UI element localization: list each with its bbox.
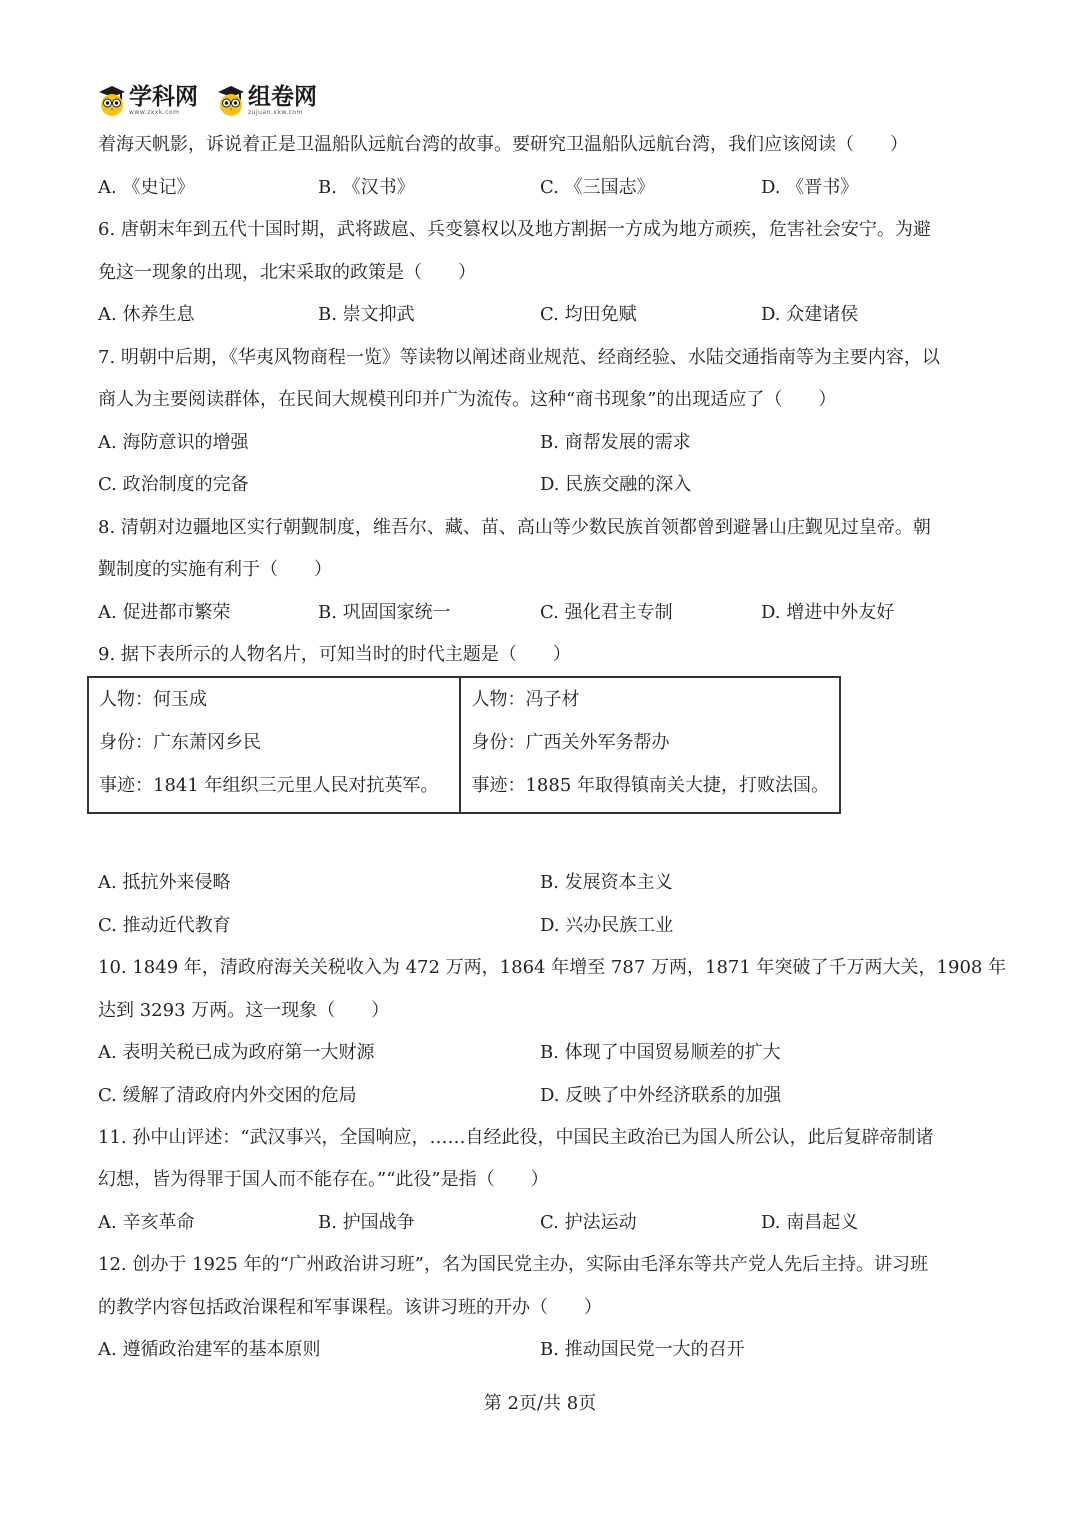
- question-11-stem: 11. 孙中山评述：“武汉事兴，全国响应，……自经此役，中国民主政治已为国人所公认，此后复辟帝制诸: [98, 1127, 934, 1148]
- q10-option-a: A. 表明关税已成为政府第一大财源: [98, 1042, 375, 1063]
- q10-option-b: B. 体现了中国贸易顺差的扩大: [540, 1042, 781, 1063]
- logo-zujuan: [216, 84, 317, 116]
- owl-mascot-icon: [216, 84, 246, 116]
- q5-option-a: A. 《史记》: [98, 177, 195, 198]
- card-deeds: 事迹：1841 年组织三元里人民对抗英军。: [99, 775, 439, 796]
- question-8-stem: 8. 清朝对边疆地区实行朝觐制度，维吾尔、藏、苗、高山等少数民族首领都曾到避暑山庄觐见过皇帝。朝: [98, 517, 931, 538]
- card-person: 人物：何玉成: [99, 689, 207, 710]
- logo-url: www.zxxk.com: [129, 108, 180, 116]
- q11-option-a: A. 辛亥革命: [98, 1212, 195, 1233]
- q11-option-d: D. 南昌起义: [761, 1212, 859, 1233]
- q7-option-c: C. 政治制度的完备: [98, 474, 249, 495]
- person-card: [88, 677, 460, 813]
- question-10-stem: 10. 1849 年，清政府海关关税收入为 472 万两，1864 年增至 787 万两，1871 年突破了千万两大关，1908 年: [98, 957, 1007, 978]
- q9-option-a: A. 抵抗外来侵略: [98, 872, 231, 893]
- page-number: 第 2页/共 8页: [483, 1393, 597, 1414]
- question-9-stem: 9. 据下表所示的人物名片，可知当时的时代主题是（ ）: [98, 644, 571, 665]
- q11-option-b: B. 护国战争: [318, 1212, 415, 1233]
- question-8-stem: 觐制度的实施有利于（ ）: [98, 559, 332, 580]
- card-deeds: 事迹：1885 年取得镇南关大捷，打败法国。: [471, 775, 829, 796]
- q8-option-b: B. 巩固国家统一: [318, 602, 451, 623]
- q5-option-c: C. 《三国志》: [540, 177, 655, 198]
- q7-option-a: A. 海防意识的增强: [98, 432, 249, 453]
- q6-option-a: A. 休养生息: [98, 304, 195, 325]
- q5-option-b: B. 《汉书》: [318, 177, 415, 198]
- question-12-stem: 的教学内容包括政治课程和军事课程。该讲习班的开办（ ）: [98, 1297, 602, 1318]
- card-person: 人物：冯子材: [471, 689, 580, 710]
- q9-option-d: D. 兴办民族工业: [540, 915, 674, 936]
- question-10-stem: 达到 3293 万两。这一现象（ ）: [98, 1000, 390, 1021]
- question-6-stem: 免这一现象的出现，北宋采取的政策是（ ）: [98, 262, 476, 283]
- header-logos: [97, 80, 335, 120]
- q12-option-b: B. 推动国民党一大的召开: [540, 1339, 745, 1360]
- owl-mascot-icon: [97, 84, 127, 116]
- q10-option-d: D. 反映了中外经济联系的加强: [540, 1085, 782, 1106]
- q5-option-d: D. 《晋书》: [761, 177, 859, 198]
- question-11-stem: 幻想，皆为得罪于国人而不能存在。”“此役”是指（ ）: [98, 1169, 549, 1190]
- question-7-stem: 7. 明朝中后期，《华夷风物商程一览》等读物以阐述商业规范、经商经验、水陆交通指南等为主要内容，以: [98, 347, 940, 368]
- question-6-stem: 6. 唐朝末年到五代十国时期，武将跋扈、兵变篡权以及地方割据一方成为地方顽疾，危害社会安宁。为避: [98, 219, 931, 240]
- logo-name: 学科网: [129, 83, 198, 110]
- q12-option-a: A. 遵循政治建军的基本原则: [98, 1339, 321, 1360]
- logo-url: zujuan.xkw.com: [248, 108, 303, 116]
- question-7-stem: 商人为主要阅读群体，在民间大规模刊印并广为流传。这种“商书现象”的出现适应了（ ）: [98, 389, 837, 410]
- person-cards-table: [87, 676, 841, 814]
- q8-option-d: D. 增进中外友好: [761, 602, 895, 623]
- q6-option-d: D. 众建诸侯: [761, 304, 859, 325]
- q7-option-d: D. 民族交融的深入: [540, 474, 692, 495]
- q6-option-b: B. 崇文抑武: [318, 304, 415, 325]
- q9-option-c: C. 推动近代教育: [98, 915, 231, 936]
- q7-option-b: B. 商帮发展的需求: [540, 432, 691, 453]
- question-12-stem: 12. 创办于 1925 年的“广州政治讲习班”，名为国民党主办，实际由毛泽东等共产党人先后主持。讲习班: [98, 1254, 928, 1275]
- question-5-stem: 着海天帆影，诉说着正是卫温船队远航台湾的故事。要研究卫温船队远航台湾，我们应该阅读（ ）: [98, 134, 908, 155]
- q8-option-a: A. 促进都市繁荣: [98, 602, 231, 623]
- person-card: [460, 677, 840, 813]
- table-row: [88, 677, 840, 813]
- q8-option-c: C. 强化君主专制: [540, 602, 673, 623]
- card-identity: 身份：广东萧冈乡民: [99, 732, 261, 753]
- logo-xueke: [97, 84, 198, 116]
- q9-option-b: B. 发展资本主义: [540, 872, 673, 893]
- logo-name: 组卷网: [248, 83, 317, 110]
- q6-option-c: C. 均田免赋: [540, 304, 637, 325]
- card-identity: 身份：广西关外军务帮办: [471, 732, 670, 753]
- q11-option-c: C. 护法运动: [540, 1212, 637, 1233]
- q10-option-c: C. 缓解了清政府内外交困的危局: [98, 1085, 357, 1106]
